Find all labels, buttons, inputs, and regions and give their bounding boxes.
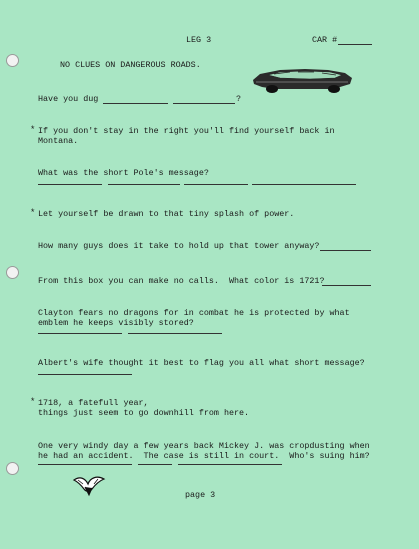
question-tower: How many guys does it take to hold up that tower anyway?: [38, 241, 320, 251]
question-color-1721: From this box you can make no calls. What color is 1721?: [38, 276, 325, 286]
answer-blank[interactable]: [178, 464, 282, 465]
answer-blank[interactable]: [38, 333, 122, 334]
bird-doodle-icon: [72, 474, 106, 498]
answer-blank[interactable]: [252, 184, 356, 185]
question-mark: ?: [236, 94, 242, 104]
punch-hole-icon: [6, 462, 19, 475]
answer-blank[interactable]: [108, 184, 180, 185]
car-number-label: CAR #: [312, 35, 338, 45]
punch-hole-icon: [6, 54, 19, 67]
car-sketch-icon: [250, 64, 355, 96]
answer-blank[interactable]: [38, 374, 132, 375]
clue-stay-right: If you don't stay in the right you'll find yourself back in: [38, 126, 335, 136]
clue-splash-power: Let yourself be drawn to that tiny splash of power.: [38, 209, 295, 219]
answer-blank[interactable]: [103, 103, 168, 104]
answer-blank[interactable]: [322, 285, 371, 286]
star-bullet: *: [30, 125, 36, 135]
page-number: page 3: [185, 490, 216, 500]
page-title: NO CLUES ON DANGEROUS ROADS.: [60, 60, 201, 70]
clue-1718: 1718, a fatefull year,: [38, 398, 149, 408]
question-mickey-j-line2: he had an accident. The case is still in court. Who's suing him?: [38, 451, 370, 461]
answer-blank[interactable]: [38, 464, 132, 465]
leg-label: LEG 3: [186, 35, 212, 45]
question-albert-wife: Albert's wife thought it best to flag you all what short message?: [38, 358, 365, 368]
punch-hole-icon: [6, 266, 19, 279]
clue-stay-right-line2: Montana.: [38, 136, 79, 146]
question-dug: Have you dug: [38, 94, 99, 104]
clue-1718-line2: things just seem to go downhill from here.: [38, 408, 250, 418]
car-number-blank[interactable]: [338, 44, 372, 45]
answer-blank[interactable]: [138, 464, 172, 465]
answer-blank[interactable]: [320, 250, 371, 251]
answer-blank[interactable]: [128, 333, 222, 334]
question-clayton: Clayton fears no dragons for in combat he is protected by what: [38, 308, 350, 318]
star-bullet: *: [30, 208, 36, 218]
answer-blank[interactable]: [184, 184, 248, 185]
answer-blank[interactable]: [38, 184, 102, 185]
star-bullet: *: [30, 397, 36, 407]
answer-blank[interactable]: [173, 103, 235, 104]
question-mickey-j: One very windy day a few years back Mickey J. was cropdusting when: [38, 441, 370, 451]
question-clayton-line2: emblem he keeps visibly stored?: [38, 318, 194, 328]
question-pole-message: What was the short Pole's message?: [38, 168, 209, 178]
